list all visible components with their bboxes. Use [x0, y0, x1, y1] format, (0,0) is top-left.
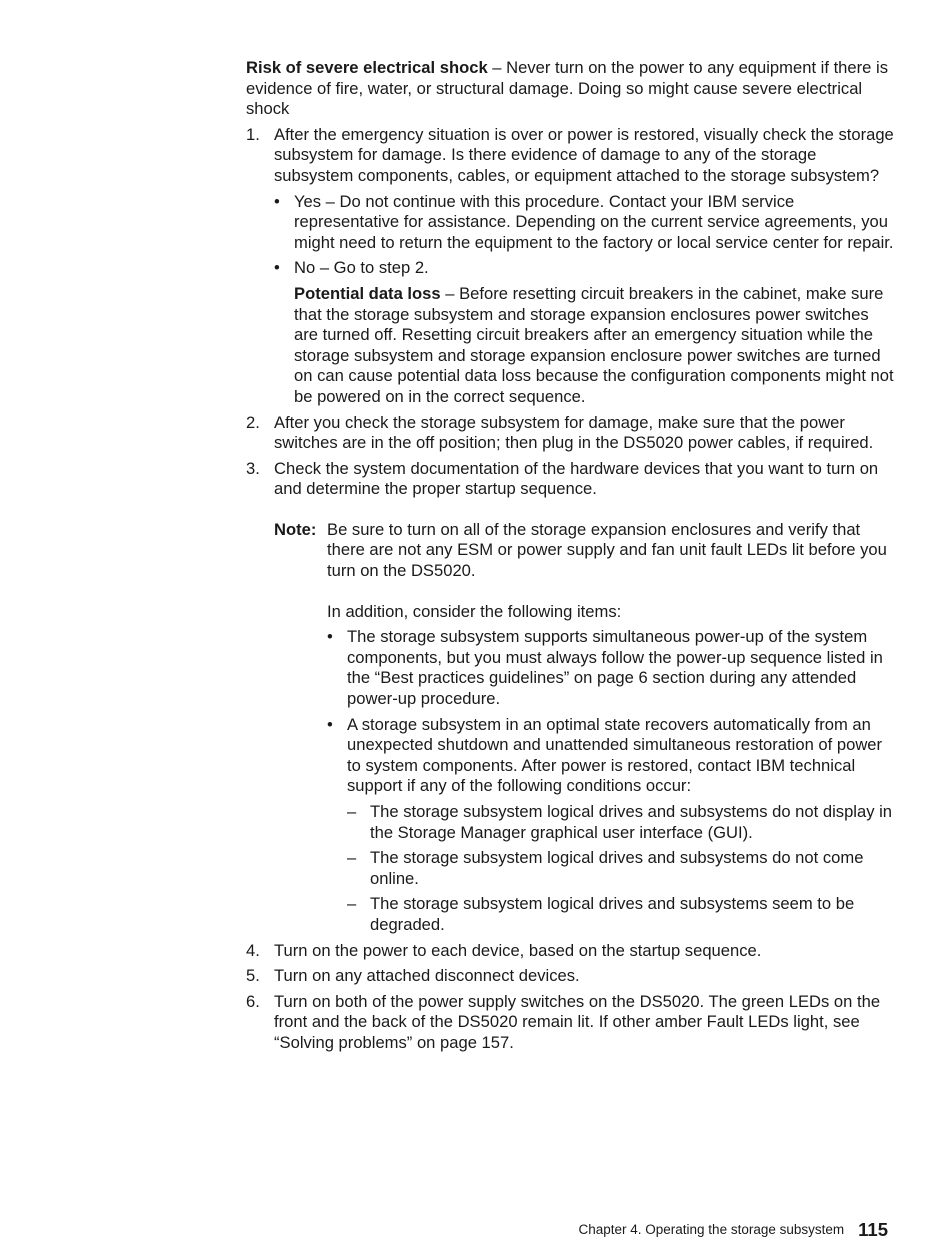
step-number: 2.: [246, 412, 260, 432]
step-1: [246, 125, 896, 408]
condition-item: [347, 894, 896, 935]
step-number: 3.: [246, 458, 260, 478]
note-text-additional: In addition, consider the following items:: [327, 601, 622, 621]
note-block: [274, 520, 896, 936]
chapter-title: Chapter 4. Operating the storage subsystem: [578, 1222, 845, 1237]
step-4: [246, 941, 896, 962]
data-loss-text: – Before resetting circuit breakers in the cabinet, make sure that the storage subsystem and storage expansion enclosures power switches are turned off. Resetting circuit breakers after an emergency situation while the storage subsystem and storage expansion enclosure power switches are turned on can cause potential data loss because the configuration components might not be powered on in the correct sequence.: [294, 283, 894, 406]
note-item: [327, 715, 896, 936]
step-2: [246, 413, 896, 454]
dash-mark: –: [347, 894, 357, 914]
data-loss-warning: [274, 284, 896, 408]
option-no-text: No – Go to step 2.: [294, 258, 429, 278]
bullet-mark: •: [327, 714, 333, 734]
step-3: [246, 459, 896, 936]
note-item-text: The storage subsystem supports simultaneous power-up of the system components, but you must always follow the power-up sequence listed in the “Best practices guidelines” on page 6 section during any attended power-up procedure.: [347, 627, 883, 709]
note-text: Be sure to turn on all of the storage expansion enclosures and verify that there are not any ESM or power supply and fan unit fault LEDs lit before you turn on the DS5020.: [327, 519, 887, 581]
condition-text: The storage subsystem logical drives and subsystems seem to be degraded.: [370, 894, 855, 934]
page-number: 115: [858, 1219, 888, 1240]
step-text: After you check the storage subsystem for damage, make sure that the power switches are in the off position; then plug in the DS5020 power cables, if required.: [274, 412, 874, 453]
shock-warning-text: – Never turn on the power to any equipment if there is evidence of fire, water, or structural damage. Doing so might cause severe electrical shock: [246, 58, 888, 119]
step-text: Check the system documentation of the hardware devices that you want to turn on and determine the proper startup sequence.: [274, 458, 879, 499]
condition-item: [347, 848, 896, 889]
option-yes: [274, 192, 896, 254]
note-item: [327, 627, 896, 709]
dash-mark: –: [347, 802, 357, 821]
bullet-mark: •: [274, 191, 280, 211]
step-number: 4.: [246, 940, 260, 960]
step-text: Turn on both of the power supply switches on the DS5020. The green LEDs on the front and the back of the DS5020 remain lit. If other amber Fault LEDs light, see “Solving problems” on page 157.: [274, 991, 881, 1052]
step-text: Turn on the power to each device, based on the startup sequence.: [274, 940, 762, 960]
dash-mark: –: [347, 848, 357, 868]
option-no: [274, 258, 896, 279]
bullet-mark: •: [274, 258, 280, 278]
step-text: After the emergency situation is over or power is restored, visually check the storage subsystem for damage. Is there evidence of damage to any of the storage subsystem components, cables, or equipment attached to the storage subsystem?: [274, 124, 894, 185]
step-number: 6.: [246, 991, 260, 1011]
condition-item: [347, 802, 896, 843]
note-label: Note:: [274, 519, 317, 539]
step-6: [246, 992, 896, 1054]
page-footer: [578, 1220, 888, 1242]
data-loss-title: Potential data loss: [294, 283, 441, 303]
note-item-text: A storage subsystem in an optimal state recovers automatically from an unexpected shutdown and unattended simultaneous restoration of power to system components. After power is restored, contact IBM technical support if any of the following conditions occur:: [347, 714, 883, 796]
shock-warning: [246, 58, 896, 120]
step-text: Turn on any attached disconnect devices.: [274, 966, 580, 986]
step-number: 1.: [246, 124, 260, 144]
condition-text: The storage subsystem logical drives and subsystems do not display in the Storage Manager graphical user interface (GUI).: [370, 802, 893, 842]
condition-text: The storage subsystem logical drives and subsystems do not come online.: [370, 848, 864, 888]
option-yes-text: Yes – Do not continue with this procedure. Contact your IBM service representative for assistance. Depending on the current service agreements, you might need to return the equipment to the factory or local service center for repair.: [294, 191, 894, 252]
step-number: 5.: [246, 966, 260, 986]
step-5: [246, 966, 896, 987]
step-1-options: [274, 192, 896, 408]
bullet-mark: •: [327, 627, 333, 647]
shock-warning-title: Risk of severe electrical shock: [246, 58, 488, 77]
page-content: [246, 58, 896, 1054]
